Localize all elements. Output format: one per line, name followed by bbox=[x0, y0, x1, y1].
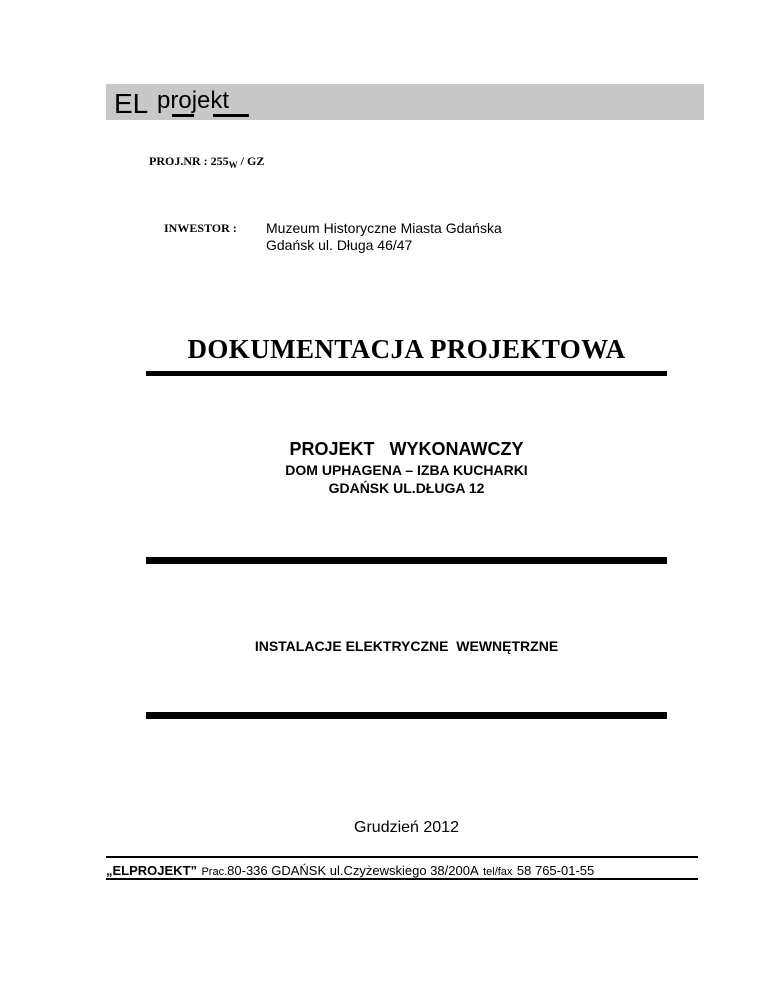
project-line-1: DOM UPHAGENA – IZBA KUCHARKI bbox=[285, 462, 528, 478]
footer-top-rule bbox=[106, 856, 698, 858]
investor-label: INWESTOR : bbox=[164, 221, 237, 235]
footer-address: 80-336 GDAŃSK ul.Czyżewskiego 38/200A bbox=[227, 863, 479, 878]
project-heading: PROJEKT WYKONAWCZY bbox=[289, 439, 524, 459]
logo-underline bbox=[172, 114, 194, 117]
document-title: DOKUMENTACJA PROJEKTOWA bbox=[187, 334, 626, 364]
footer-bottom-rule bbox=[106, 878, 698, 880]
footer-company: „ELPROJEKT” bbox=[106, 863, 198, 878]
document-date: Grudzień 2012 bbox=[354, 819, 459, 836]
title-underline bbox=[146, 371, 667, 376]
project-number: PROJ.NR : $255_W$ / GZ bbox=[149, 154, 265, 170]
investor-address: Gdańsk ul. Długa 46/47 bbox=[266, 237, 413, 253]
project-line-2: GDAŃSK UL.DŁUGA 12 bbox=[328, 480, 485, 496]
footer-telfax-label: tel/fax bbox=[483, 866, 513, 878]
scope-title: INSTALACJE ELEKTRYCZNE WEWNĘTRZNE bbox=[254, 638, 559, 654]
logo-el-text: EL bbox=[114, 88, 149, 119]
divider-rule bbox=[146, 712, 667, 719]
divider-rule bbox=[146, 557, 667, 564]
footer-prac: Prac. bbox=[201, 866, 228, 878]
footer-phone: 58 765-01-55 bbox=[516, 863, 595, 878]
logo-projekt-text: projekt bbox=[157, 87, 230, 114]
logo-underline bbox=[213, 114, 249, 117]
investor-name: Muzeum Historyczne Miasta Gdańska bbox=[266, 220, 502, 236]
